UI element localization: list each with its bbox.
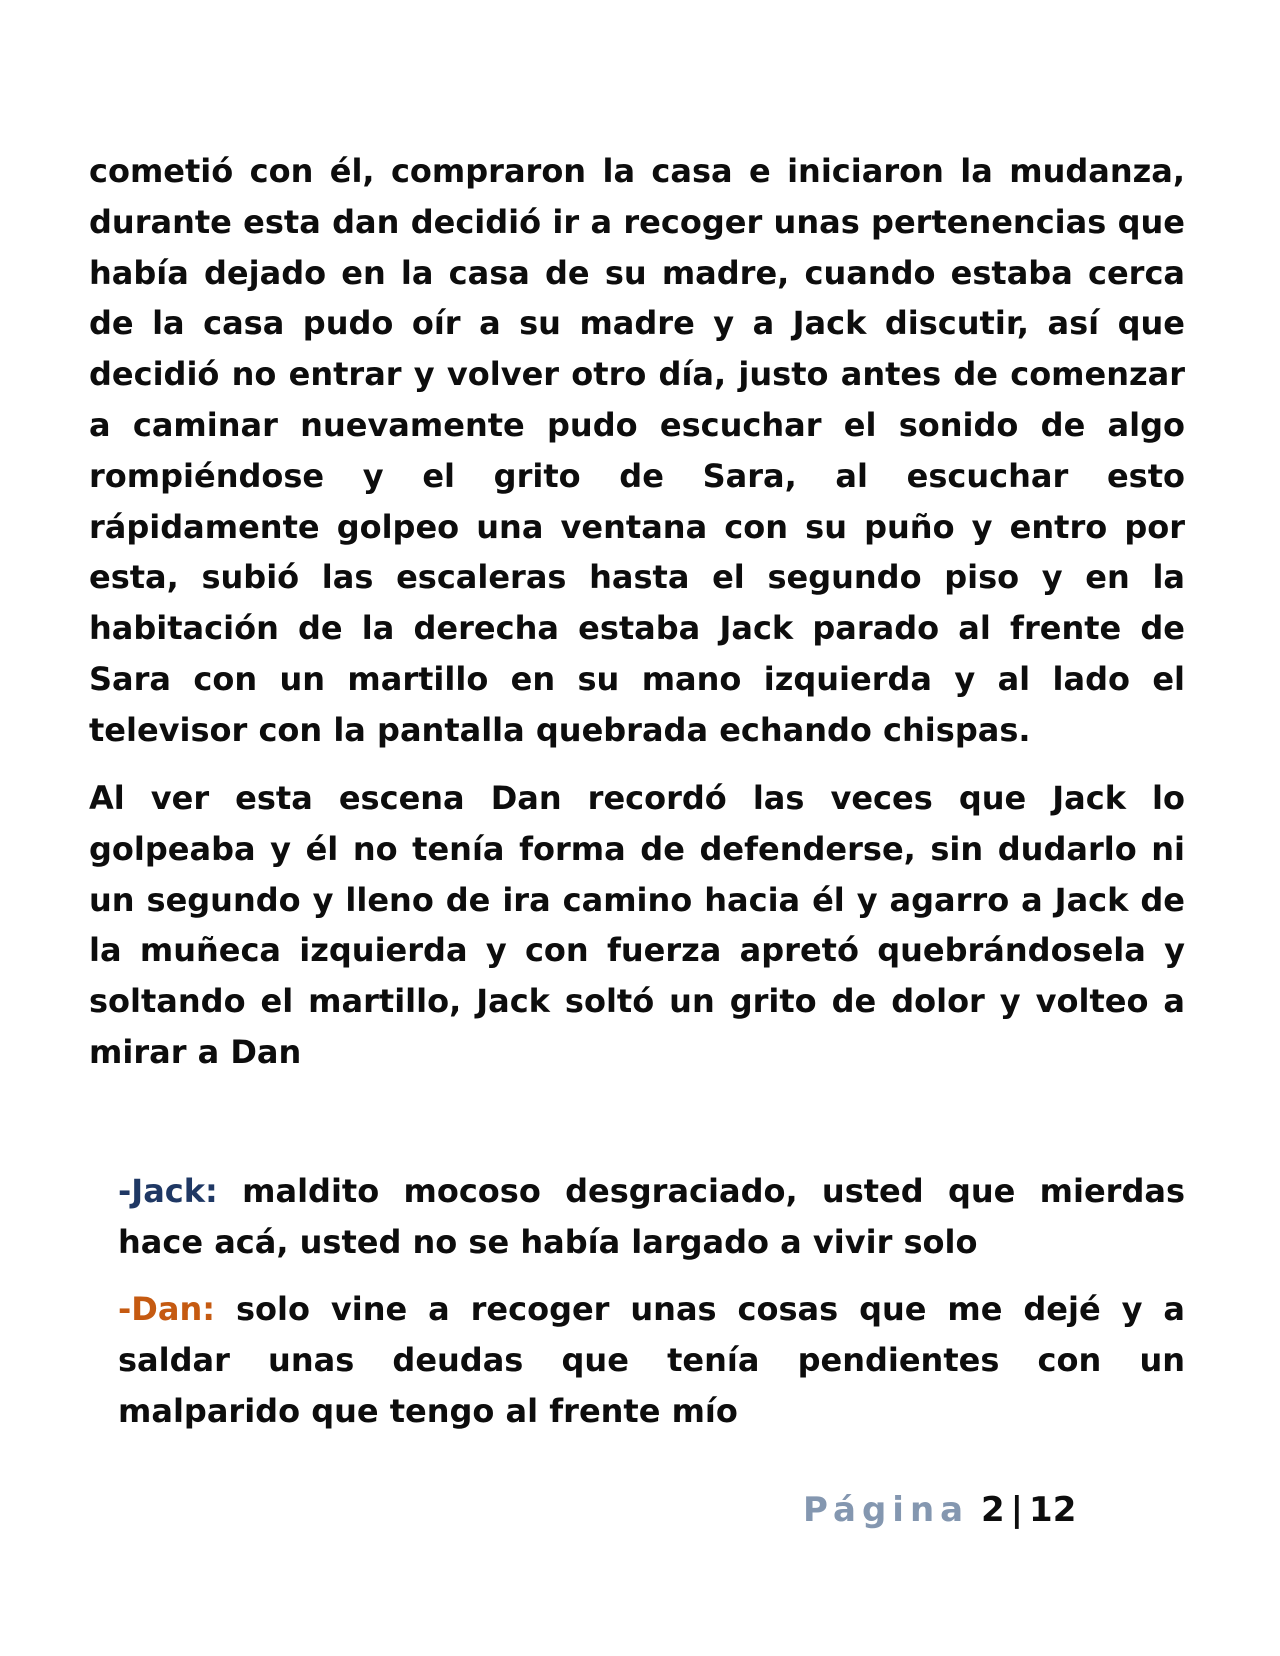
page-separator: | xyxy=(1010,1490,1024,1530)
dialogue-line-jack xyxy=(118,1166,1185,1268)
page-number-footer xyxy=(803,1490,1076,1530)
dialogue-text-jack: maldito mocoso desgraciado, usted que mierdas hace acá, usted no se había largado a vivir solo xyxy=(118,1172,1185,1261)
speaker-label-dan: -Dan: xyxy=(118,1290,216,1328)
total-pages-number: 12 xyxy=(1029,1490,1077,1530)
current-page-number: 2 xyxy=(980,1490,1005,1530)
paragraph-narration-1: cometió con él, compraron la casa e iniciaron la mudanza, durante esta dan decidió ir a recoger unas pertenencias que había dejado en la casa de su madre, cuando estaba cerca de la casa pudo oír a su madre y a Jack discutir, así que decidió no entrar y volver otro día, justo antes de comenzar a caminar nuevamente pudo escuchar el sonido de algo rompiéndose y el grito de Sara, al escuchar esto rápidamente golpeo una ventana con su puño y entro por esta, subió las escaleras hasta el segundo piso y en la habitación de la derecha estaba Jack parado al frente de Sara con un martillo en su mano izquierda y al lado el televisor con la pantalla quebrada echando chispas. xyxy=(89,152,1185,749)
speaker-label-jack: -Jack: xyxy=(118,1172,218,1210)
page-label: Página xyxy=(803,1490,970,1530)
dialogue-line-dan xyxy=(118,1284,1185,1436)
paragraph-narration-2: Al ver esta escena Dan recordó las veces que Jack lo golpeaba y él no tenía forma de defenderse, sin dudarlo ni un segundo y lleno de ira camino hacia él y agarro a Jack de la muñeca izquierda y con fuerza apretó quebrándosela y soltando el martillo, Jack soltó un grito de dolor y volteo a mirar a Dan xyxy=(89,779,1185,1071)
dialogue-text-dan: solo vine a recoger unas cosas que me dejé y a saldar unas deudas que tenía pendientes con un malparido que tengo al frente mío xyxy=(118,1290,1185,1430)
